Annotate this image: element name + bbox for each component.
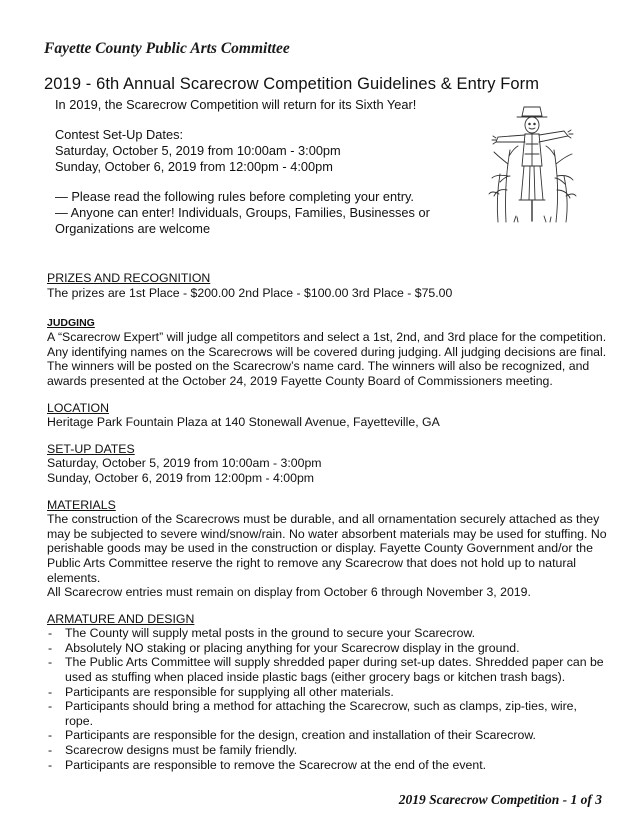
intro-setup-sunday: Sunday, October 6, 2019 from 12:00pm - 4:00pm xyxy=(55,159,333,174)
armature-section xyxy=(47,612,607,773)
setup-heading: SET-UP DATES xyxy=(47,441,135,456)
list-item: - Participants are responsible for the design, creation and installation of their Scarecrow. xyxy=(47,728,607,743)
judging-text: A “Scarecrow Expert” will judge all competitors and select a 1st, 2nd, and 3rd place for the competition. Any identifying names on the Scarecrows will be covered during judging. All judging decisions are final. The winners will be posted on the Scarecrow’s name card. The winners will also be recognized, and awards presented at the October 24, 2019 Fayette County Board of Commissioners meeting. xyxy=(47,330,607,388)
list-item: - Participants are responsible for supplying all other materials. xyxy=(47,685,607,700)
page-footer: 2019 Scarecrow Competition - 1 of 3 xyxy=(398,792,602,807)
prizes-section xyxy=(47,271,607,300)
intro-return-text: In 2019, the Scarecrow Competition will return for its Sixth Year! xyxy=(55,97,417,112)
intro-setup-title: Contest Set-Up Dates: xyxy=(55,127,184,142)
list-item: - Participants should bring a method for attaching the Scarecrow, such as clamps, zip-ties, wire, rope. xyxy=(47,699,607,728)
location-text: Heritage Park Fountain Plaza at 140 Stonewall Avenue, Fayetteville, GA xyxy=(47,415,440,430)
guidelines-body xyxy=(47,271,607,772)
list-item: - Scarecrow designs must be family friendly. xyxy=(47,743,607,758)
list-item: - Absolutely NO staking or placing anything for your Scarecrow display in the ground. xyxy=(47,641,607,656)
materials-text: The construction of the Scarecrows must be durable, and all ornamentation securely attached as they may be subjected to severe wind/snow/rain. No water absorbent materials may be used for stuffing. No perishable goods may be used in the construction or display. Fayette County Government and/or the Public Arts Committee reserve the right to remove any Scarecrow that does not hold up to natural elements. xyxy=(47,512,607,585)
prizes-text: The prizes are 1st Place - $200.00 2nd Place - $100.00 3rd Place - $75.00 xyxy=(47,285,453,300)
materials-heading: MATERIALS xyxy=(47,497,116,512)
location-section xyxy=(47,401,607,430)
materials-section xyxy=(47,498,607,600)
judging-heading: JUDGING xyxy=(47,317,95,330)
armature-heading: ARMATURE AND DESIGN xyxy=(47,611,195,626)
armature-list xyxy=(47,626,607,772)
intro-block xyxy=(55,97,465,237)
intro-rule-anyone: — Anyone can enter! Individuals, Groups, Families, Businesses or Organizations are welcome xyxy=(55,205,430,236)
location-heading: LOCATION xyxy=(47,400,109,415)
list-item: - The County will supply metal posts in the ground to secure your Scarecrow. xyxy=(47,626,607,641)
document-title: 2019 - 6th Annual Scarecrow Competition Guidelines & Entry Form xyxy=(44,75,540,93)
list-item: - The Public Arts Committee will supply shredded paper during set-up dates. Shredded paper can be used as stuffing when placed inside plastic bags (either grocery bags or kitchen trash bags). xyxy=(47,655,607,684)
intro-setup-saturday: Saturday, October 5, 2019 from 10:00am - 3:00pm xyxy=(55,143,341,158)
setup-sunday: Sunday, October 6, 2019 from 12:00pm - 4:00pm xyxy=(47,470,315,485)
scarecrow-illustration xyxy=(484,104,580,224)
judging-section xyxy=(47,317,607,388)
organization-name: Fayette County Public Arts Committee xyxy=(44,40,290,57)
list-item: - Participants are responsible to remove the Scarecrow at the end of the event. xyxy=(47,758,607,773)
materials-display-text: All Scarecrow entries must remain on display from October 6 through November 3, 2019. xyxy=(47,585,531,600)
intro-rule-read: — Please read the following rules before completing your entry. xyxy=(55,189,414,204)
setup-saturday: Saturday, October 5, 2019 from 10:00am - 3:00pm xyxy=(47,456,322,471)
prizes-heading: PRIZES AND RECOGNITION xyxy=(47,271,211,285)
setup-section xyxy=(47,442,607,486)
